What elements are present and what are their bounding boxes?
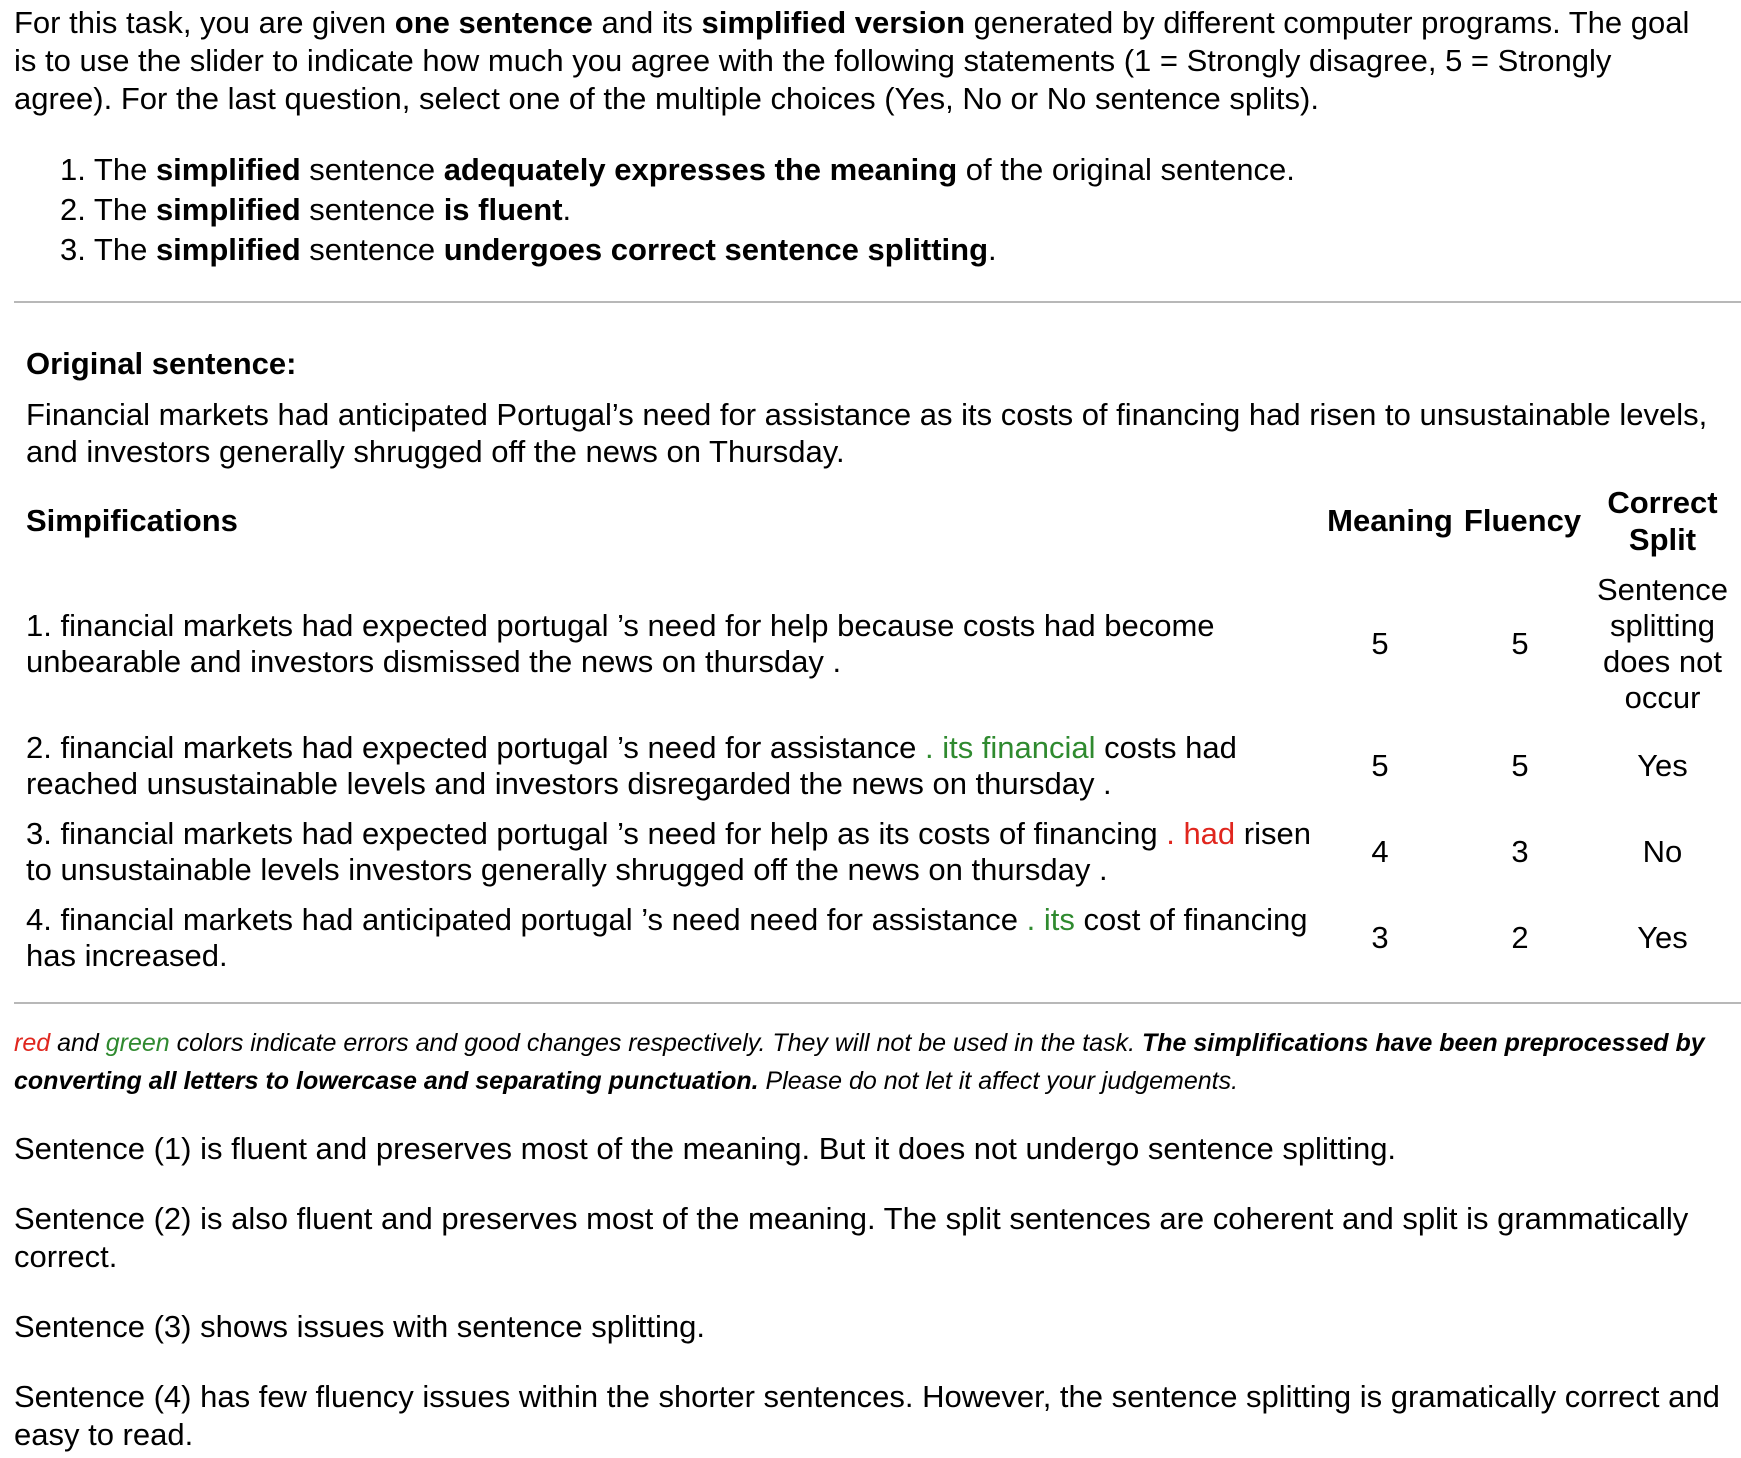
legend-green-word: green (105, 1029, 170, 1057)
simplification-1: 1. financial markets had expected portugal ’s need for help because costs had become unbearable and investors dismissed the news on thursday . (26, 608, 1215, 679)
intro-text: For this task, you are given (14, 5, 395, 40)
meaning-score-2: 5 (1371, 748, 1389, 783)
fluency-score-4: 2 (1511, 920, 1529, 955)
meaning-score-3: 4 (1371, 834, 1389, 869)
simplification-4: 4. financial markets had anticipated portugal ’s need need for assistance . its cost of financing has increased. (26, 902, 1308, 973)
intro-bold-one-sentence: one sentence (394, 5, 593, 40)
header-meaning: Meaning (1327, 503, 1453, 538)
color-legend-note: red and green colors indicate errors and good changes respectively. They will not be used in the task. The simplifications have been preprocessed by converting all letters to lowercase and separating punctuation. Please do not let it affect your judgements. (14, 1029, 1705, 1095)
fluency-score-3: 3 (1511, 834, 1529, 869)
statement-meaning: 1. The simplified sentence adequately expresses the meaning of the original sentence. (60, 152, 1295, 187)
simplification-2: 2. financial markets had expected portugal ’s need for assistance . its financial costs had reached unsustainable levels and investors disregarded the news on thursday . (26, 730, 1237, 801)
statement-list (60, 150, 1295, 270)
divider-top (14, 301, 1741, 303)
header-fluency: Fluency (1463, 503, 1582, 538)
original-sentence-text: Financial markets had anticipated Portugal’s need for assistance as its costs of financing had risen to unsustainable levels, and investors generally shrugged off the news on Thursday. (26, 397, 1708, 469)
split-value-1: Sentence splitting does not occur (1597, 572, 1728, 715)
meaning-score-4: 3 (1371, 920, 1389, 955)
divider-bottom (14, 1002, 1741, 1004)
header-correct-split: Correct Split (1607, 485, 1718, 557)
explanation-sentence-4: Sentence (4) has few fluency issues within the shorter sentences. However, the sentence splitting is gramatically correct and easy to read. (14, 1379, 1720, 1452)
intro-text: generated by different computer programs. The goal is to use the slider to indicate how much you agree with the following statements (1 = Strongly disagree, 5 = Strongly agree). For the last question, select one of the multiple choices (Yes, No or No sentence splits). (14, 5, 1690, 116)
header-simplifications: Simpifications (26, 503, 238, 538)
preprocessing-note: The simplifications have been preprocessed by converting all letters to lowercase and separating punctuation. (14, 1029, 1705, 1095)
split-value-3: No (1642, 834, 1683, 869)
explanation-sentence-3: Sentence (3) shows issues with sentence splitting. (14, 1309, 705, 1344)
fluency-score-2: 5 (1511, 748, 1529, 783)
statement-splitting: 3. The simplified sentence undergoes correct sentence splitting. (60, 232, 997, 267)
explanation-sentence-1: Sentence (1) is fluent and preserves most of the meaning. But it does not undergo sentence splitting. (14, 1131, 1397, 1166)
legend-red-word: red (14, 1029, 51, 1057)
split-value-4: Yes (1637, 920, 1688, 955)
fluency-score-1: 5 (1511, 626, 1529, 661)
good-change-highlight: . its (1026, 902, 1075, 937)
meaning-score-1: 5 (1371, 626, 1389, 661)
statement-fluency: 2. The simplified sentence is fluent. (60, 192, 572, 227)
task-instructions (14, 4, 1714, 118)
error-highlight: . had (1166, 816, 1236, 851)
simplification-3: 3. financial markets had expected portugal ’s need for help as its costs of financing . had risen to unsustainable levels investors generally shrugged off the news on thursday . (26, 816, 1311, 887)
intro-bold-simplified-version: simplified version (701, 5, 966, 40)
explanation-sentence-2: Sentence (2) is also fluent and preserves most of the meaning. The split sentences are coherent and split is grammatically correct. (14, 1201, 1689, 1274)
good-change-highlight: . its financial (924, 730, 1096, 765)
split-value-2: Yes (1637, 748, 1688, 783)
intro-text: and its (592, 5, 702, 40)
original-sentence-heading: Original sentence: (26, 346, 297, 381)
